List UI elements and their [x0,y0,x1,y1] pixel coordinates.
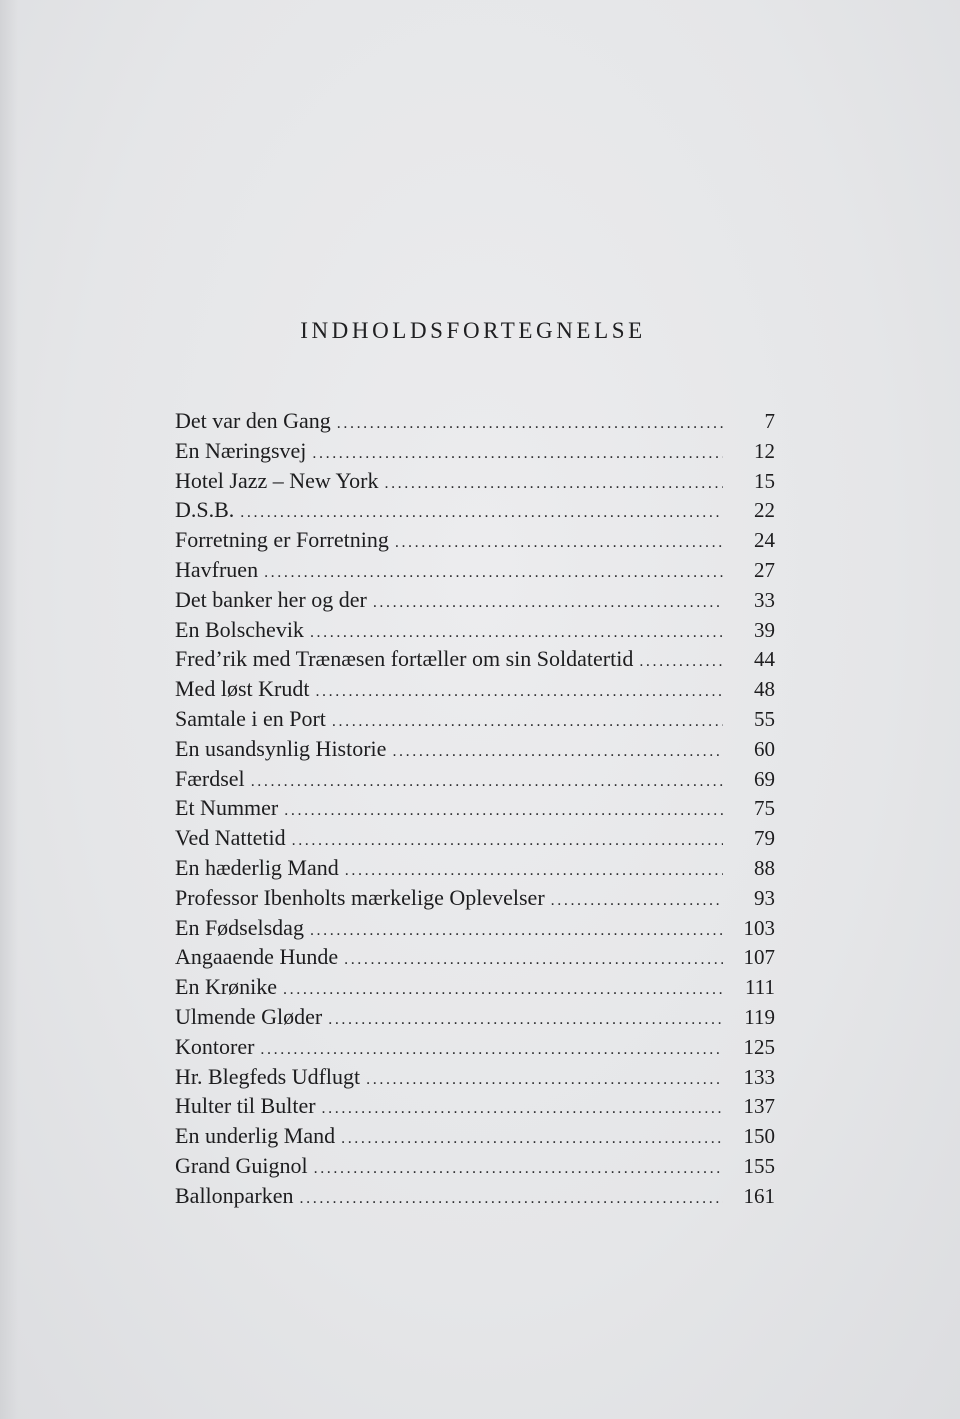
toc-entry-title: En Næringsvej [175,437,307,463]
toc-entry-title: En Fødselsdag [175,914,304,940]
toc-dot-leader [551,892,723,910]
toc-entry-title: Et Nummer [175,795,279,821]
toc-dot-leader [341,1130,723,1148]
toc-entry-page: 93 [754,885,775,910]
toc-entry-title: Færdsel [175,765,245,791]
toc-dot-leader [314,1160,723,1178]
toc-dot-leader [639,653,723,671]
toc-entry [175,1064,775,1094]
toc-entry-page: 119 [744,1004,775,1029]
toc-dot-leader [384,475,723,493]
toc-entry [175,855,775,885]
toc-dot-leader [283,981,723,999]
toc-entry [175,706,775,736]
toc-entry-title: Angaaende Hunde [175,944,339,970]
toc-entry-title: Kontorer [175,1033,255,1059]
toc-entry [175,527,775,557]
toc-entry [175,1183,775,1213]
toc-entry [175,646,775,676]
toc-dot-leader [315,683,723,701]
toc-entry-title: Fred’rik med Trænæsen fortæller om sin Soldatertid [175,646,634,672]
toc-entry-title: En Krønike [175,974,278,1000]
page-gutter-shadow [0,0,18,1419]
toc-entry-page: 125 [743,1034,775,1059]
toc-entry [175,766,775,796]
toc-entry-title: Professor Ibenholts mærkelige Oplevelser [175,884,545,910]
toc-dot-leader [312,445,723,463]
toc-entry [175,915,775,945]
toc-entry-page: 88 [754,855,775,880]
toc-dot-leader [322,1100,723,1118]
toc-dot-leader [395,534,723,552]
toc-entry-page: 137 [743,1094,775,1119]
toc-entry-title: Ulmende Gløder [175,1003,323,1029]
toc-entry [175,885,775,915]
toc-entry-title: Forretning er Forretning [175,527,389,553]
toc-entry-page: 48 [754,677,775,702]
toc-entry-page: 155 [743,1153,775,1178]
toc-entry [175,468,775,498]
toc-dot-leader [251,773,723,791]
toc-entry-title: En underlig Mand [175,1123,336,1149]
toc-entry [175,944,775,974]
toc-entry-page: 7 [764,409,775,433]
toc-dot-leader [332,713,723,731]
toc-entry [175,497,775,527]
toc-entry [175,617,775,647]
toc-dot-leader [284,802,723,820]
toc-entry-title: Det banker her og der [175,586,367,612]
toc-entry-page: 12 [754,438,775,463]
toc-entry [175,408,775,438]
toc-entry [175,1034,775,1064]
toc-entry-page: 27 [754,557,775,582]
toc-entry [175,736,775,766]
toc-entry-page: 111 [745,975,775,1000]
toc-dot-leader [328,1011,723,1029]
toc-entry-title: En hæderlig Mand [175,854,339,880]
toc-dot-leader [344,951,723,969]
toc-entry [175,1123,775,1153]
toc-entry-title: Ved Nattetid [175,825,286,851]
toc-dot-leader [310,624,723,642]
toc-entry-title: D.S.B. [175,497,235,523]
toc-entry-page: 133 [743,1064,775,1089]
toc-entry-title: Hotel Jazz – New York [175,467,379,493]
toc-entry [175,438,775,468]
toc-entry [175,795,775,825]
toc-entry [175,587,775,617]
toc-entry-title: En Bolschevik [175,616,304,642]
toc-entry [175,1004,775,1034]
toc-dot-leader [264,564,723,582]
toc-entry-page: 15 [754,468,775,493]
toc-dot-leader [392,743,723,761]
toc-entry-title: Ballonparken [175,1182,294,1208]
toc-entry-page: 75 [754,796,775,821]
toc-entry-page: 60 [754,736,775,761]
toc-entry-title: En usandsynlig Historie [175,735,387,761]
toc-dot-leader [366,1071,723,1089]
toc-entry [175,974,775,1004]
toc-entry-page: 107 [743,945,775,970]
toc-dot-leader [310,922,723,940]
table-of-contents [175,408,775,1213]
toc-entry-page: 79 [754,826,775,851]
toc-dot-leader [300,1190,723,1208]
toc-entry-page: 24 [754,528,775,553]
toc-entry-page: 161 [743,1183,775,1208]
toc-entry [175,1093,775,1123]
toc-entry-page: 44 [754,647,775,672]
toc-entry-title: Med løst Krudt [175,676,310,702]
toc-entry-page: 103 [743,915,775,940]
toc-entry-title: Grand Guignol [175,1152,308,1178]
toc-dot-leader [345,862,723,880]
toc-entry [175,676,775,706]
toc-entry [175,825,775,855]
toc-dot-leader [373,594,723,612]
toc-entry-page: 22 [754,498,775,523]
toc-dot-leader [240,504,723,522]
toc-entry-page: 69 [754,766,775,791]
toc-entry-title: Hr. Blegfeds Udflugt [175,1063,361,1089]
toc-dot-leader [292,832,723,850]
toc-entry [175,557,775,587]
toc-entry-page: 150 [743,1124,775,1149]
toc-entry-title: Det var den Gang [175,408,331,433]
toc-entry-title: Havfruen [175,556,259,582]
toc-dot-leader [260,1041,723,1059]
toc-entry-title: Samtale i en Port [175,705,326,731]
toc-entry-page: 39 [754,617,775,642]
page-title: INDHOLDSFORTEGNELSE [300,318,646,343]
toc-entry [175,1153,775,1183]
toc-entry-title: Hulter til Bulter [175,1093,316,1119]
toc-entry-page: 55 [754,706,775,731]
toc-entry-page: 33 [754,587,775,612]
toc-dot-leader [337,415,723,433]
